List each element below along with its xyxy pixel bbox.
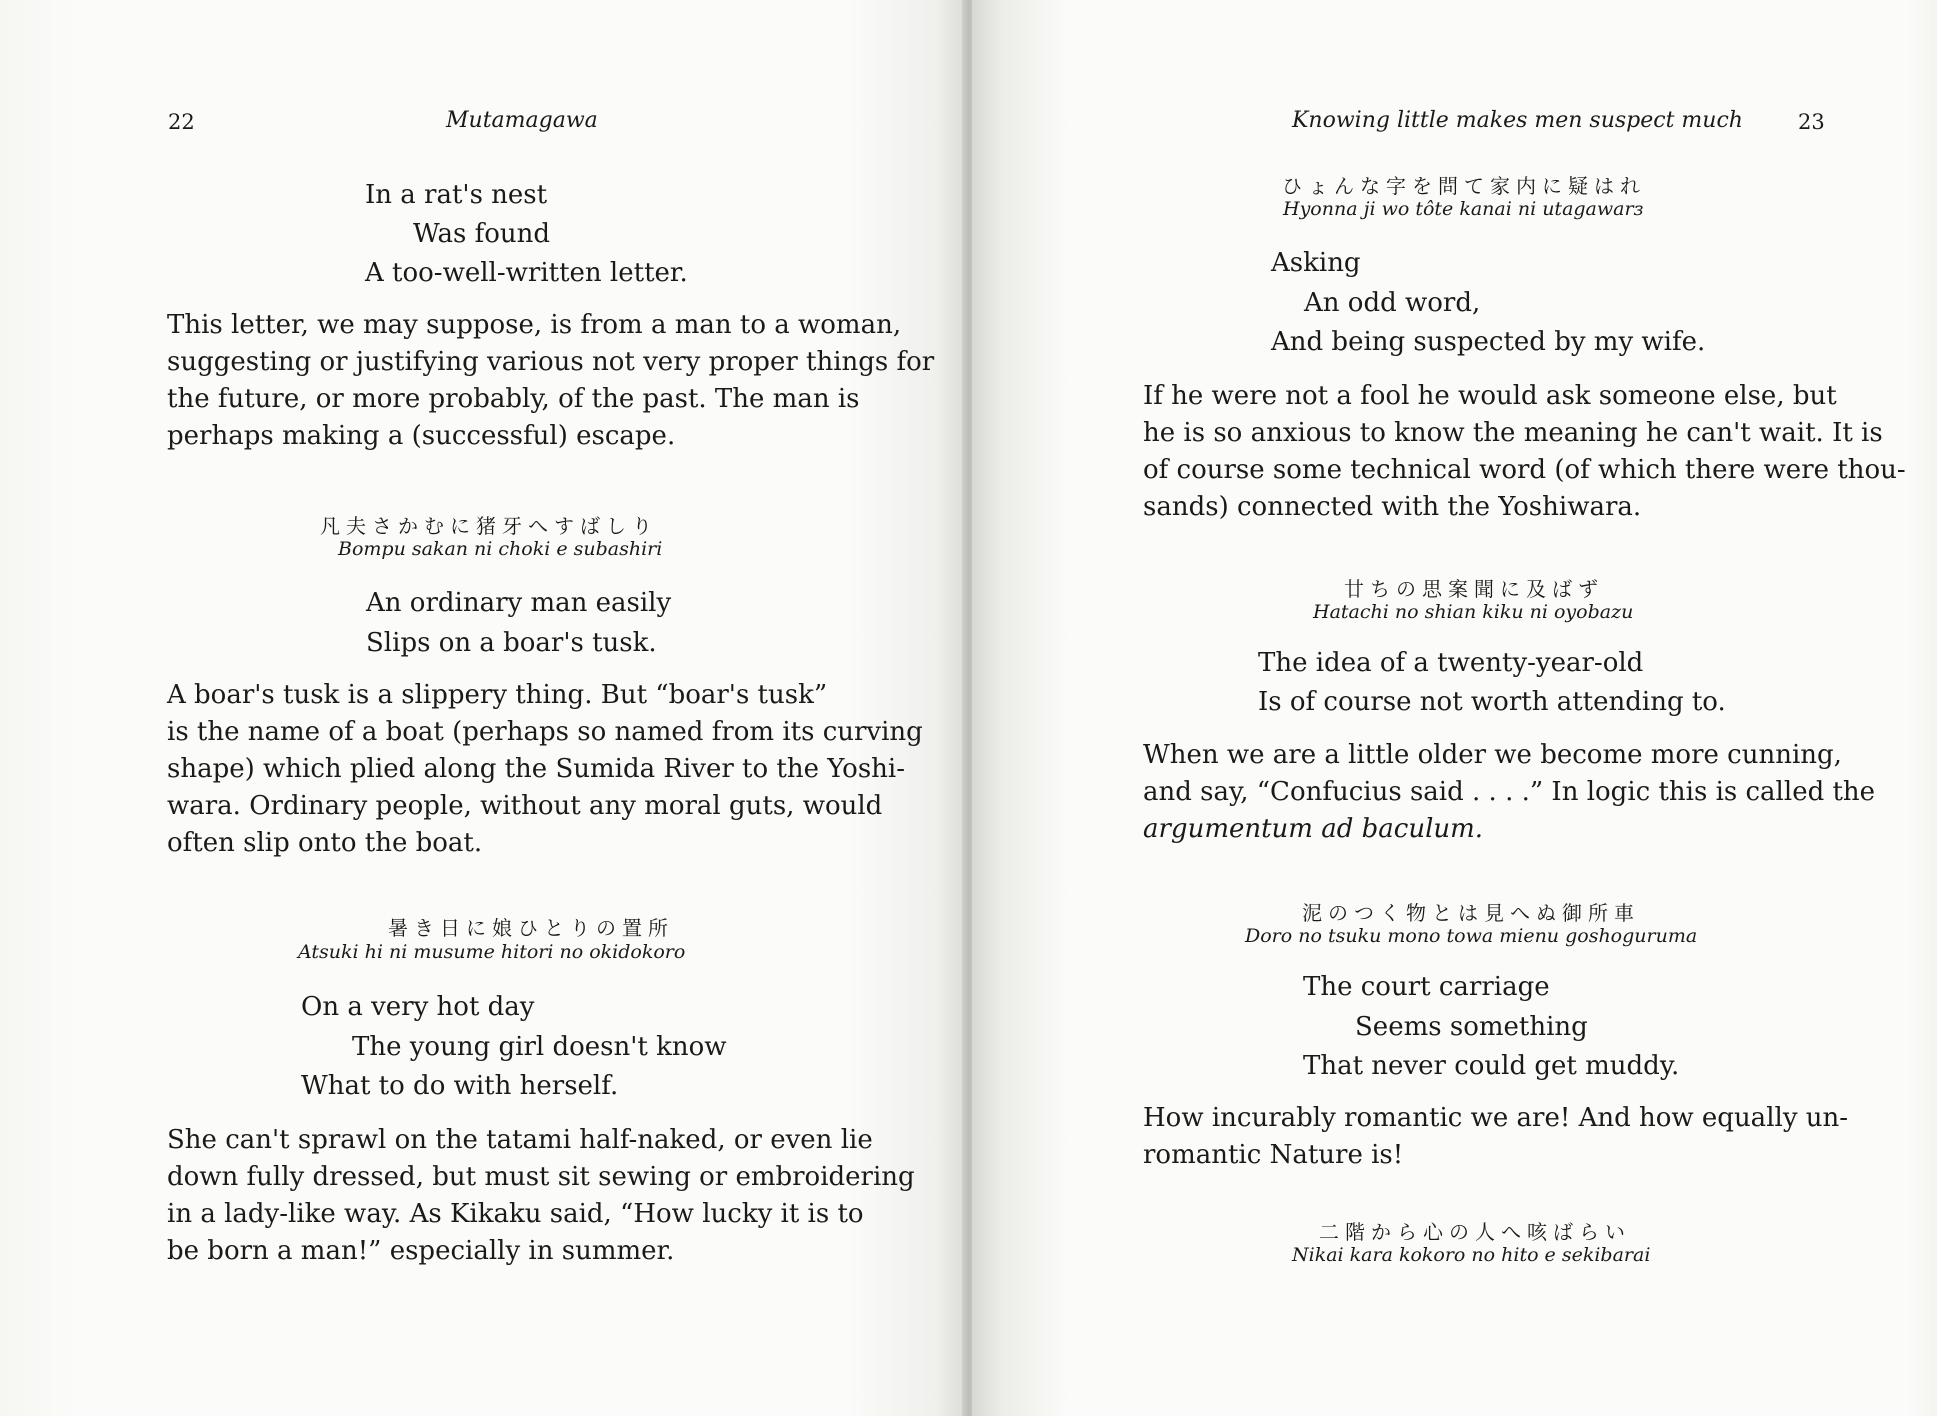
verse-line: Slips on a boar's tusk. xyxy=(366,628,657,658)
verse-line: Was found xyxy=(413,219,550,249)
right-page xyxy=(972,0,1937,1416)
verse-line: What to do with herself. xyxy=(301,1071,619,1101)
paragraph xyxy=(167,1122,915,1270)
verse-line: On a very hot day xyxy=(301,992,535,1022)
paragraph-line: A boar's tusk is a slippery thing. But “boar's tusk” xyxy=(167,680,828,710)
verse-line: The idea of a twenty-year-old xyxy=(1258,648,1644,678)
verse-line: The court carriage xyxy=(1303,972,1550,1002)
haiku-japanese: 泥のつく物とは見へぬ御所車 xyxy=(1302,901,1640,925)
running-title: Mutamagawa xyxy=(446,108,598,133)
haiku-romanization: Nikai kara kokoro no hito e sekibarai xyxy=(1292,1244,1651,1266)
verse-line: Seems something xyxy=(1355,1012,1588,1042)
verse-line: A too-well-written letter. xyxy=(365,258,688,288)
verse-line: In a rat's nest xyxy=(365,180,548,210)
verse-line: And being suspected by my wife. xyxy=(1271,327,1706,357)
paragraph xyxy=(1143,378,1906,526)
paragraph-line: and say, “Confucius said . . . .” In logic this is called the xyxy=(1143,777,1876,807)
paragraph-line: romantic Nature is! xyxy=(1143,1140,1404,1170)
paragraph-line: the future, or more probably, of the past. The man is xyxy=(167,384,860,414)
verse-line: That never could get muddy. xyxy=(1303,1051,1680,1081)
verse-line: An odd word, xyxy=(1304,288,1481,318)
paragraph-line: perhaps making a (successful) escape. xyxy=(167,421,676,451)
page-number: 22 xyxy=(168,110,195,134)
verse-line: Is of course not worth attending to. xyxy=(1258,687,1726,717)
paragraph-line: wara. Ordinary people, without any moral guts, would xyxy=(167,791,883,821)
paragraph xyxy=(167,677,923,862)
paragraph-line: he is so anxious to know the meaning he can't wait. It is xyxy=(1143,418,1883,448)
paragraph-line: If he were not a fool he would ask someone else, but xyxy=(1143,381,1837,411)
haiku-japanese: 凡夫さかむに猪牙へすばしり xyxy=(320,514,658,538)
haiku-japanese: 暑き日に娘ひとりの置所 xyxy=(388,916,674,940)
paragraph xyxy=(1143,1100,1855,1174)
paragraph-line: is the name of a boat (perhaps so named from its curving xyxy=(167,717,923,747)
paragraph-line: down fully dressed, but must sit sewing or embroidering xyxy=(167,1162,915,1192)
haiku-romanization: Hyonna ji wo tôte kanai ni utagawarɜ xyxy=(1283,198,1644,220)
haiku-japanese: 廿ちの思案聞に及ばず xyxy=(1344,577,1604,601)
paragraph-line: be born a man!” especially in summer. xyxy=(167,1236,675,1266)
paragraph-line: shape) which plied along the Sumida River to the Yoshi- xyxy=(167,754,906,784)
page-number: 23 xyxy=(1798,110,1825,134)
paragraph-line: She can't sprawl on the tatami half-naked, or even lie xyxy=(167,1125,873,1155)
paragraph-line: sands) connected with the Yoshiwara. xyxy=(1143,492,1642,522)
paragraph xyxy=(167,307,935,455)
verse-line: Asking xyxy=(1271,248,1361,278)
haiku-romanization: Doro no tsuku mono towa mienu goshoguruma xyxy=(1245,925,1698,947)
paragraph-line: in a lady-like way. As Kikaku said, “How lucky it is to xyxy=(167,1199,864,1229)
paragraph-line-italic: argumentum ad baculum. xyxy=(1143,814,1484,844)
left-page xyxy=(0,0,965,1416)
paragraph-line: suggesting or justifying various not very proper things for xyxy=(167,347,935,377)
paragraph-line: often slip onto the boat. xyxy=(167,828,483,858)
paragraph xyxy=(1143,737,1876,848)
haiku-romanization: Atsuki hi ni musume hitori no okidokoro xyxy=(298,941,686,963)
paragraph-line: of course some technical word (of which there were thou- xyxy=(1143,455,1906,485)
haiku-japanese: ひょんな字を問て家内に疑はれ xyxy=(1282,174,1646,198)
paragraph-line: This letter, we may suppose, is from a man to a woman, xyxy=(167,310,902,340)
haiku-romanization: Bompu sakan ni choki e subashiri xyxy=(338,538,663,560)
paragraph-line: When we are a little older we become more cunning, xyxy=(1143,740,1842,770)
running-title: Knowing little makes men suspect much xyxy=(1292,108,1743,133)
haiku-romanization: Hatachi no shian kiku ni oyobazu xyxy=(1313,601,1634,623)
haiku-japanese: 二階から心の人へ咳ばらい xyxy=(1319,1220,1631,1244)
verse-line: The young girl doesn't know xyxy=(352,1032,727,1062)
paragraph-line: How incurably romantic we are! And how equally un- xyxy=(1143,1103,1849,1133)
verse-line: An ordinary man easily xyxy=(366,588,672,618)
